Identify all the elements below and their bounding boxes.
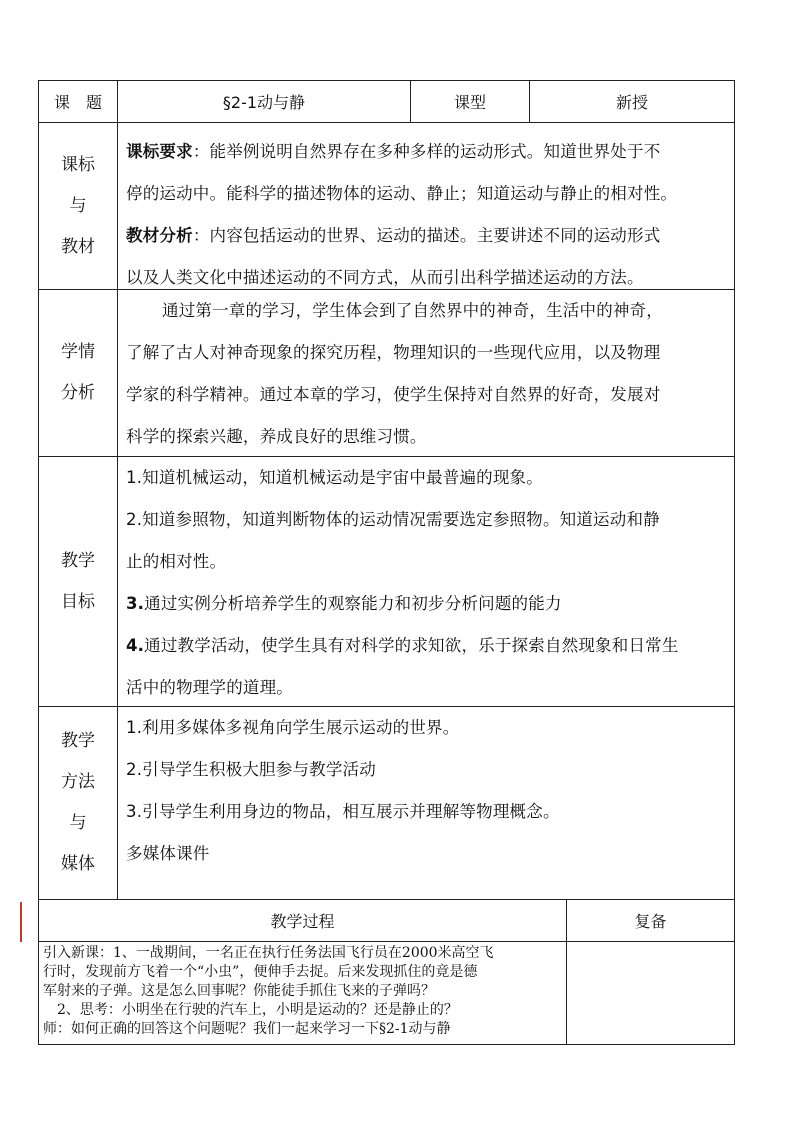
- standard-content-cell: [117, 122, 735, 290]
- methods-content-cell: [117, 706, 735, 900]
- goal-4b: 活中的物理学的道理。: [126, 678, 293, 697]
- goal-3-num: 3.: [126, 594, 145, 613]
- topic-value-cell: [117, 80, 411, 123]
- method-4: 多媒体课件: [126, 844, 210, 863]
- process-line-2: 行时，发现前方飞着一个“小虫”，便伸手去捉。后来发现抓住的竟是德: [43, 964, 478, 980]
- process-content-cell: [38, 941, 567, 1045]
- req-text-1: ：能举例说明自然界存在多种多样的运动形式。知道世界处于不: [192, 142, 661, 161]
- standard-label-cell: [38, 122, 118, 290]
- goal-2a: 2.知道参照物，知道判断物体的运动情况需要选定参照物。知道运动和静: [126, 510, 660, 529]
- ana-text-1: ：内容包括运动的世界、运动的描述。主要讲述不同的运动形式: [192, 226, 661, 245]
- situation-content-cell: [117, 289, 735, 457]
- methods-label-cell: [38, 706, 118, 900]
- methods-label-1: 教学: [61, 731, 95, 751]
- ana-title: 教材分析: [126, 226, 193, 245]
- process-line-3: 军射来的子弹。这是怎么回事呢？你能徒手抓住飞来的子弹吗？: [43, 983, 435, 999]
- situation-label-1: 学情: [61, 342, 95, 362]
- goal-4-num: 4.: [126, 636, 145, 655]
- prep-header: 复备: [634, 912, 667, 931]
- type-value-cell: [529, 80, 735, 123]
- method-2: 2.引导学生积极大胆参与教学活动: [126, 760, 376, 779]
- methods-label-3: 与: [69, 813, 87, 833]
- standard-ana-line2: 以及人类文化中描述运动的不同方式，从而引出科学描述运动的方法。: [126, 268, 644, 287]
- process-line-5: 师：如何正确的回答这个问题呢？我们一起来学习一下§2-1动与静: [43, 1021, 451, 1037]
- standard-req-line2: 停的运动中。能科学的描述物体的运动、静止；知道运动与静止的相对性。: [126, 184, 678, 203]
- process-header: 教学过程: [270, 912, 335, 931]
- goal-4a: [126, 625, 734, 667]
- goal-3: [126, 583, 734, 625]
- standard-ana-line1: [126, 215, 734, 257]
- goals-content-cell: [117, 456, 735, 707]
- topic-label: 课 题: [53, 93, 102, 112]
- situation-label-cell: [38, 289, 118, 457]
- goal-2b: 止的相对性。: [126, 552, 227, 571]
- goals-label-2: 目标: [61, 591, 95, 612]
- situation-line-3: 学家的科学精神。通过本章的学习，使学生保持对自然界的好奇，发展对: [126, 385, 661, 404]
- standard-req-line1: [126, 131, 734, 173]
- type-label-cell: [410, 80, 530, 123]
- topic-value: §2-1动与静: [222, 93, 306, 112]
- process-line-4: 2、思考：小明坐在行驶的汽车上，小明是运动的？还是静止的？: [43, 1002, 458, 1018]
- standard-label-3: 教材: [61, 236, 95, 257]
- standard-label-1: 课标: [61, 154, 95, 175]
- goal-3-text: 通过实例分析培养学生的观察能力和初步分析问题的能力: [144, 594, 562, 613]
- situation-line-4: 科学的探索兴趣，养成良好的思维习惯。: [126, 427, 427, 446]
- topic-label-cell: [38, 80, 118, 123]
- methods-label-2: 方法: [61, 772, 95, 792]
- goals-label-cell: [38, 456, 118, 707]
- method-3: 3.引导学生利用身边的物品，相互展示并理解等物理概念。: [126, 802, 560, 821]
- goal-1: 1.知道机械运动，知道机械运动是宇宙中最普遍的现象。: [126, 468, 543, 487]
- situation-line-2: 了解了古人对神奇现象的探究历程，物理知识的一些现代应用，以及物理: [126, 343, 661, 362]
- process-line-1: 引入新课：1、一战期间，一名正在执行任务法国飞行员在2000米高空飞: [43, 945, 494, 961]
- situation-label-2: 分析: [61, 383, 95, 403]
- process-header-cell: [38, 899, 567, 942]
- prep-header-cell: [566, 899, 735, 942]
- goal-4-text: 通过教学活动，使学生具有对科学的求知欲，乐于探索自然现象和日常生: [144, 636, 679, 655]
- situation-line-1: 通过第一章的学习，学生体会到了自然界中的神奇，生活中的神奇，: [162, 301, 663, 320]
- standard-label-2: 与: [69, 195, 87, 216]
- goals-label-1: 教学: [61, 550, 95, 571]
- type-label: 课型: [453, 93, 486, 112]
- prep-content-cell: [566, 941, 735, 1045]
- margin-red-mark: [20, 902, 22, 942]
- method-1: 1.利用多媒体多视角向学生展示运动的世界。: [126, 718, 460, 737]
- type-value: 新授: [615, 93, 648, 112]
- methods-label-4: 媒体: [61, 854, 95, 874]
- req-title: 课标要求: [126, 142, 193, 161]
